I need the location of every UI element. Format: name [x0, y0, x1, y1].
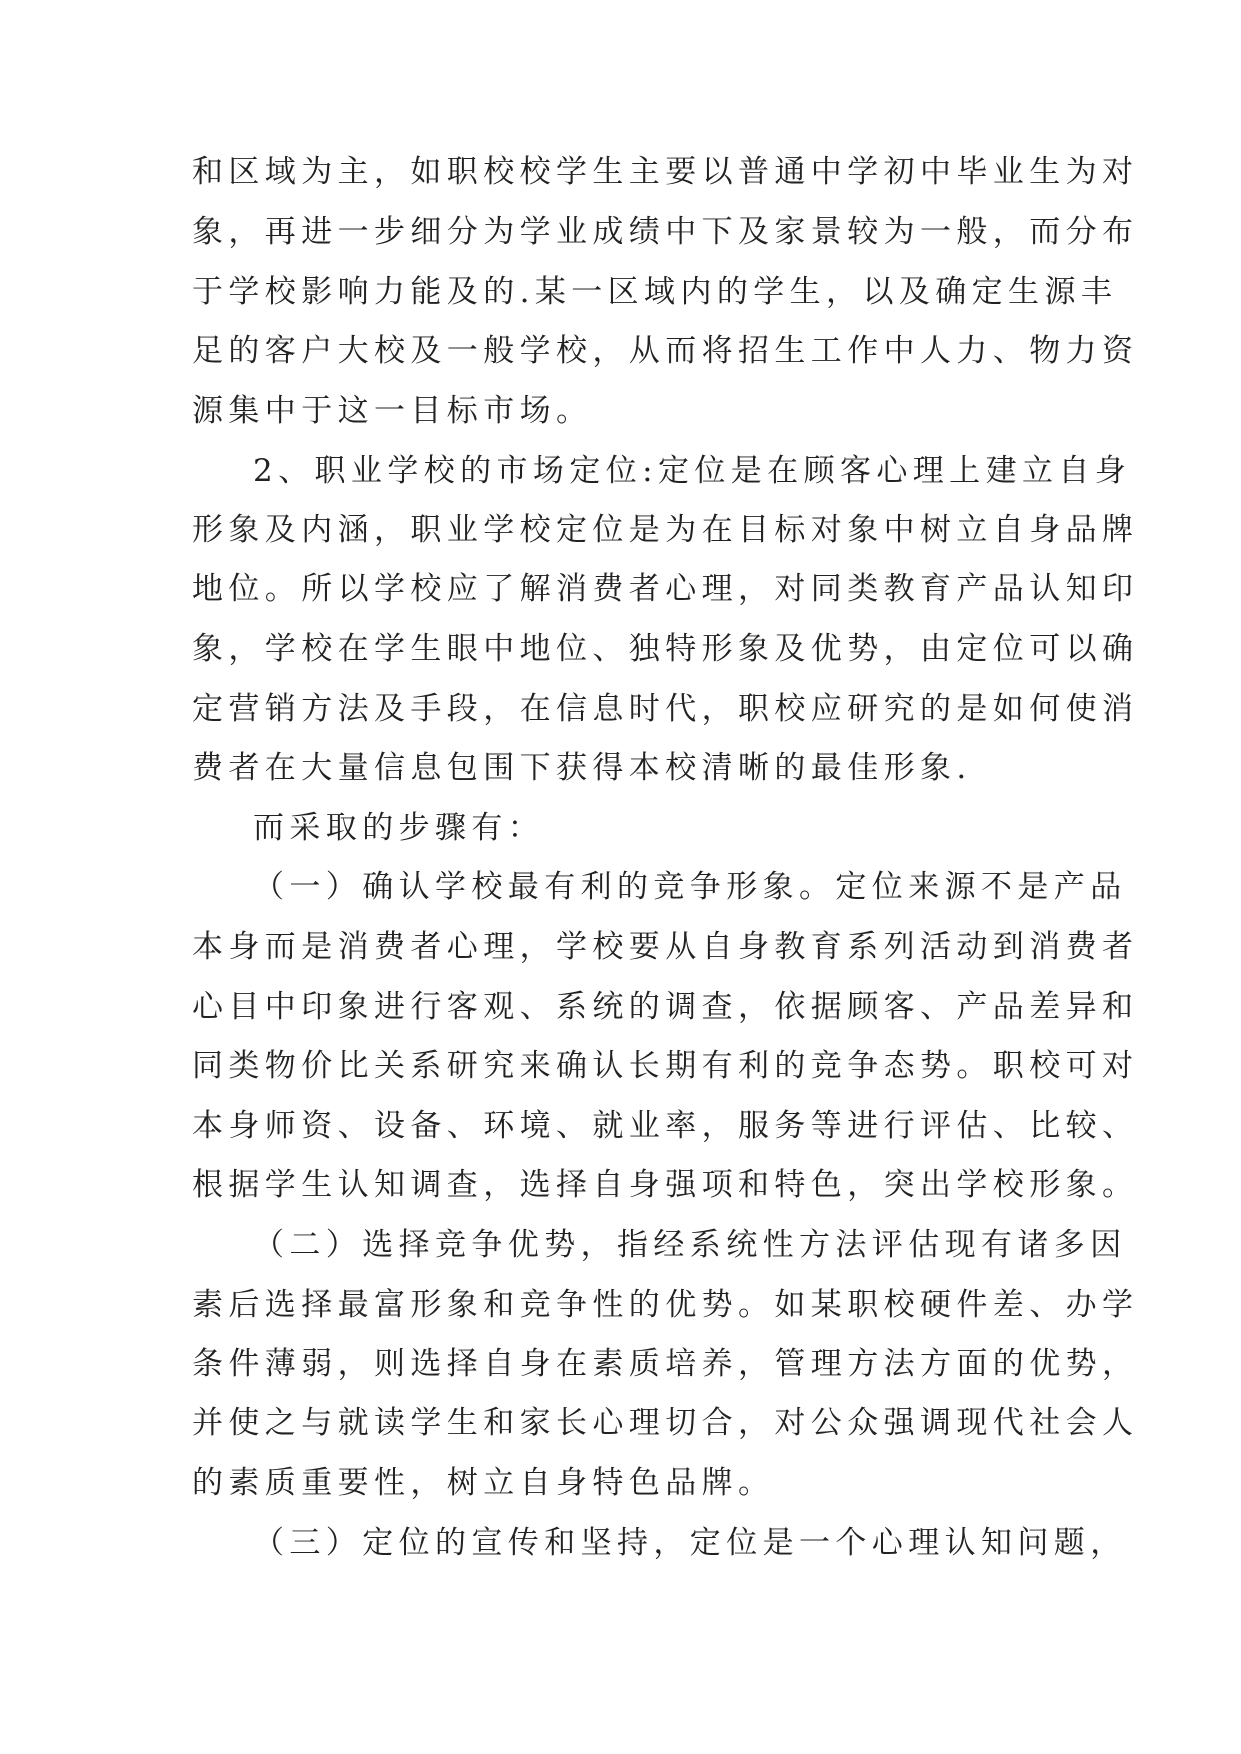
text-line: 足的客户大校及一般学校，从而将招生工作中人力、物力资 [192, 333, 1139, 369]
text-line: 并使之与就读学生和家长心理切合，对公众强调现代社会人 [192, 1405, 1139, 1441]
text-line: 和区域为主，如职校校学生主要以普通中学初中毕业生为对 [192, 154, 1139, 190]
paragraph-first-line: 而采取的步骤有： [253, 810, 545, 846]
text-line: 象，再进一步细分为学业成绩中下及家景较为一般，而分布 [192, 214, 1139, 250]
text-line: 本身师资、设备、环境、就业率，服务等进行评估、比较、 [192, 1108, 1139, 1144]
text-line: 本身而是消费者心理，学校要从自身教育系列活动到消费者 [192, 929, 1139, 965]
text-line: 于学校影响力能及的.某一区域内的学生，以及确定生源丰 [192, 274, 1118, 310]
text-line: 根据学生认知调查，选择自身强项和特色，突出学校形象。 [192, 1167, 1139, 1203]
list-item-first-line: （一）确认学校最有利的竞争形象。定位来源不是产品 [253, 869, 1127, 905]
text-line: 源集中于这一目标市场。 [192, 393, 593, 429]
text-line: 条件薄弱，则选择自身在素质培养，管理方法方面的优势， [192, 1346, 1139, 1382]
text-line: 象，学校在学生眼中地位、独特形象及优势，由定位可以确 [192, 631, 1139, 667]
text-line: 的素质重要性，树立自身特色品牌。 [192, 1465, 775, 1501]
list-item-first-line: （二）选择竞争优势，指经系统性方法评估现有诸多因 [253, 1227, 1127, 1263]
text-line: 费者在大量信息包围下获得本校清晰的最佳形象. [192, 750, 972, 786]
text-line: 同类物价比关系研究来确认长期有利的竞争态势。职校可对 [192, 1048, 1139, 1084]
text-line: 定营销方法及手段，在信息时代，职校应研究的是如何使消 [192, 691, 1139, 727]
paragraph-first-line: 2、职业学校的市场定位:定位是在顾客心理上建立自身 [253, 453, 1132, 489]
text-line: 形象及内涵，职业学校定位是为在目标对象中树立自身品牌 [192, 512, 1139, 548]
text-line: 地位。所以学校应了解消费者心理，对同类教育产品认知印 [192, 571, 1139, 607]
text-line: 素后选择最富形象和竞争性的优势。如某职校硬件差、办学 [192, 1287, 1139, 1323]
list-item-first-line: （三）定位的宣传和坚持，定位是一个心理认知问题， [253, 1525, 1127, 1561]
text-line: 心目中印象进行客观、系统的调查，依据顾客、产品差异和 [192, 989, 1139, 1025]
